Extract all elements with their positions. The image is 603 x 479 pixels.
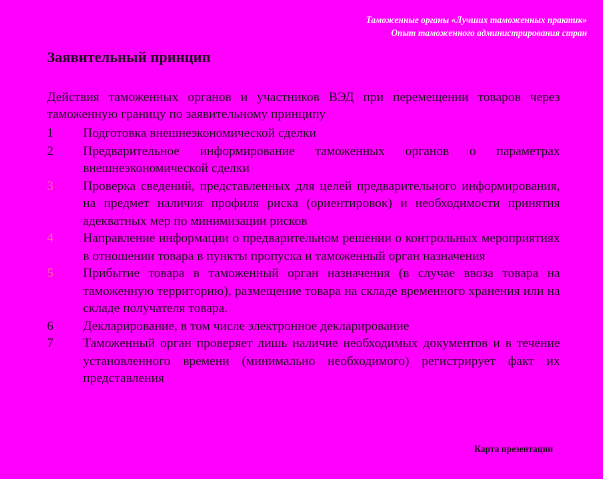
item-number: 7 xyxy=(47,335,54,350)
list-item xyxy=(47,177,560,230)
slide-title: Заявительный принцип xyxy=(47,50,211,66)
list-item xyxy=(47,334,560,387)
item-text: Предварительное информирование таможенных органов о параметрах внешнеэкономической сделки xyxy=(83,142,560,175)
item-number: 6 xyxy=(47,317,54,333)
list-item xyxy=(47,264,560,317)
item-number: 1 xyxy=(47,125,54,140)
item-text: Направление информации о предварительном решении о контрольных мероприятиях в отношении товара в пункты пропуска и таможенный орган назначения xyxy=(83,230,560,263)
steps-list xyxy=(47,124,560,387)
item-text: Таможенный орган проверяет лишь наличие необходимых документов и в течение установленного времени (минимально необходимого) регистрирует факт их представления xyxy=(83,335,560,385)
item-number: 5 xyxy=(47,265,54,280)
list-item xyxy=(47,229,560,264)
header-line-2: Опыт таможенного администрирования стран xyxy=(391,28,587,38)
header-line-1: Таможенные органы «Лучших таможенных практик» xyxy=(365,15,587,25)
item-number: 2 xyxy=(47,142,54,158)
list-item xyxy=(47,124,560,142)
item-text: Декларирование, в том числе электронное декларирование xyxy=(83,317,410,333)
back-to-map-link[interactable]: Карта презентации xyxy=(474,444,553,454)
list-item xyxy=(47,317,560,335)
item-number: 4 xyxy=(47,230,54,245)
item-text: Проверка сведений, представленных для целей предварительного информирования, на предмет наличия профиля риска (ориентировок) и необходимости принятия адекватных мер по минимизации рисков xyxy=(83,177,560,228)
item-text: Прибытие товара в таможенный орган назначения (в случае ввоза товара на таможенную территорию), размещение товара на складе временного хранения или на складе получателя товара. xyxy=(83,265,560,315)
list-item xyxy=(47,142,560,177)
intro-paragraph: Действия таможенных органов и участников ВЭД при перемещении товаров через таможенную границу по заявительному принципу xyxy=(47,89,560,121)
slide-header xyxy=(366,14,587,40)
item-text: Подготовка внешнеэкономической сделки xyxy=(83,125,317,140)
item-number: 3 xyxy=(47,177,54,193)
